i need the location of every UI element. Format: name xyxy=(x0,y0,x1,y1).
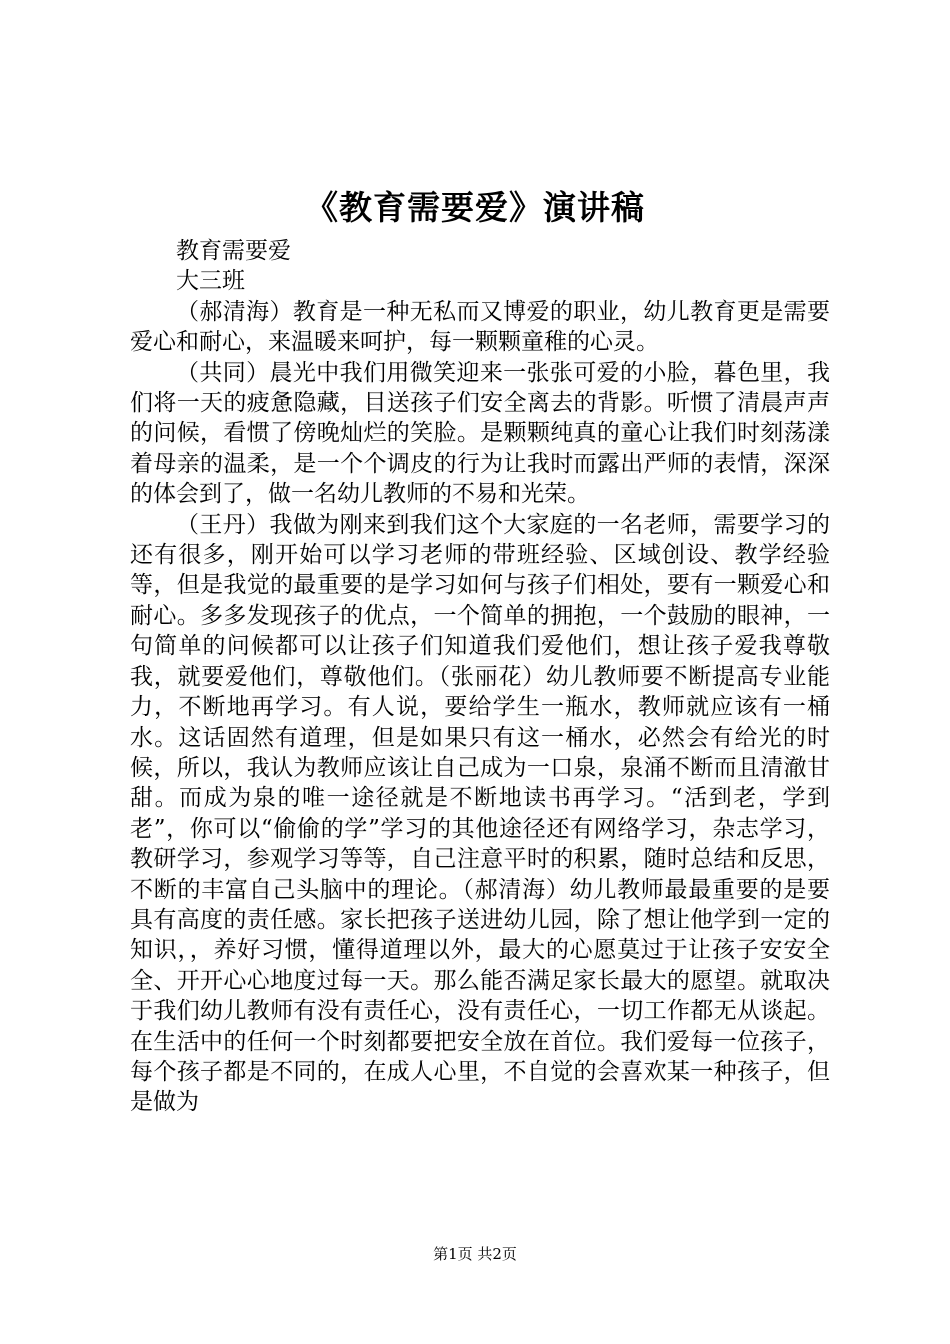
body-paragraph-2: （共同）晨光中我们用微笑迎来一张张可爱的小脸，暮色里，我们将一天的疲惫隐藏，目送孩子们安全离去的背影。听惯了清晨声声的问候，看惯了傍晚灿烂的笑脸。是颗颗纯真的童心让我们时刻荡漾着母亲的温柔，是一个个调皮的行为让我时而露出严师的表情，深深的体会到了，做一名幼儿教师的不易和光荣。 xyxy=(130,359,830,508)
page-footer: 第1页 共2页 xyxy=(433,1245,517,1263)
class-name-paragraph: 大三班 xyxy=(176,268,245,295)
body-paragraph-1: （郝清海）教育是一种无私而又博爱的职业，幼儿教育更是需要爱心和耐心，来温暖来呵护，每一颗颗童稚的心灵。 xyxy=(130,298,830,356)
document-title: 《教育需要爱》演讲稿 xyxy=(305,188,645,227)
subtitle-paragraph: 教育需要爱 xyxy=(176,238,291,264)
body-paragraph-3: （王丹）我做为刚来到我们这个大家庭的一名老师，需要学习的还有很多，刚开始可以学习老师的带班经验、区域创设、教学经验等，但是我觉的最重要的是学习如何与孩子们相处，要有一颗爱心和耐心。多多发现孩子的优点，一个简单的拥抱，一个鼓励的眼神，一句简单的问候都可以让孩子们知道我们爱他们，想让孩子爱我尊敬我，就要爱他们，尊敬他们。（张丽花）幼儿教师要不断提高专业能力，不断地再学习。有人说，要给学生一瓶水，教师就应该有一桶水。这话固然有道理，但是如果只有这一桶水，必然会有给光的时候，所以，我认为教师应该让自己成为一口泉，泉涌不断而且清澈甘甜。而成为泉的唯一途径就是不断地读书再学习。“活到老，学到老”，你可以“偷偷的学”学习的其他途径还有网络学习，杂志学习，教研学习，参观学习等等，自己注意平时的积累，随时总结和反思，不断的丰富自己头脑中的理论。（郝清海）幼儿教师最最重要的是要具有高度的责任感。家长把孩子送进幼儿园，除了想让他学到一定的知识，，养好习惯，懂得道理以外，最大的心愿莫过于让孩子安安全全、开开心心地度过每一天。那么能否满足家长最大的愿望。就取决于我们幼儿教师有没有责任心，没有责任心，一切工作都无从谈起。在生活中的任何一个时刻都要把安全放在首位。我们爱每一位孩子，每个孩子都是不同的，在成人心里，不自觉的会喜欢某一种孩子，但是做为 xyxy=(130,511,830,1116)
document-body xyxy=(130,236,830,1118)
